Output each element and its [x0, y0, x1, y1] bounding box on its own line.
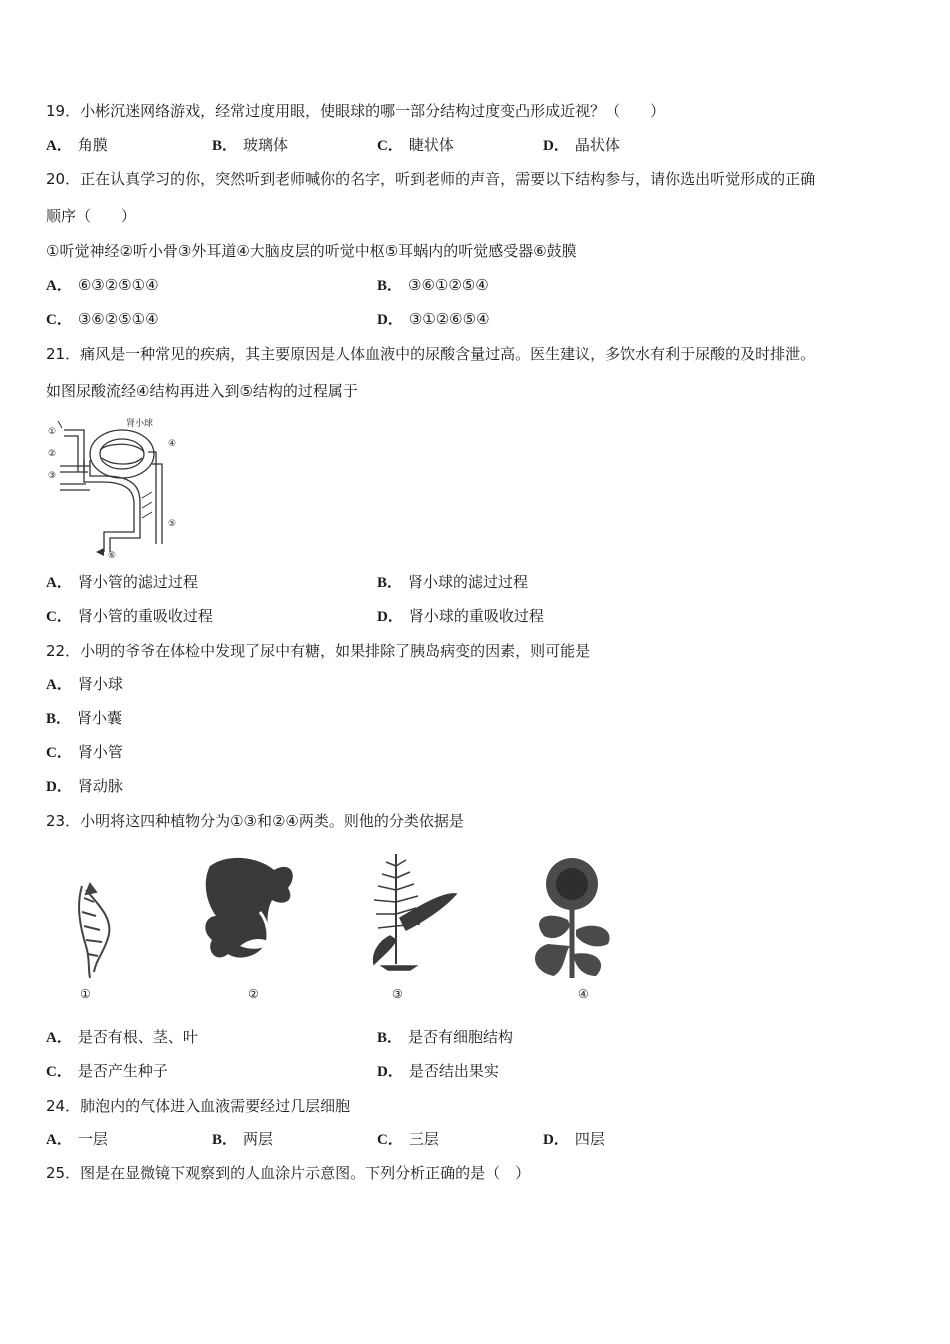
- q21-stem-line2: 如图尿酸流经④结构再进入到⑤结构的过程属于: [46, 382, 358, 400]
- q20-stem-line2: 顺序（ ）: [46, 207, 137, 225]
- q25-stem: 25．图是在显微镜下观察到的人血涂片示意图。下列分析正确的是（ ）: [46, 1164, 531, 1182]
- marker-3: ③: [48, 471, 57, 481]
- q21-option-d: D． 肾小球的重吸收过程: [377, 607, 544, 625]
- plant-1-label: ①: [80, 987, 91, 1001]
- q19-option-d: D． 晶状体: [543, 136, 620, 154]
- q20-option-b: B． ③⑥①②⑤④: [377, 276, 489, 294]
- q24-stem: 24．肺泡内的气体进入血液需要经过几层细胞: [46, 1097, 351, 1115]
- marker-1: ①: [48, 427, 57, 437]
- marker-2: ②: [48, 449, 57, 459]
- q19-option-c: C． 睫状体: [377, 136, 454, 154]
- q22-stem: 22．小明的爷爷在体检中发现了尿中有糖，如果排除了胰岛病变的因素，则可能是: [46, 642, 591, 660]
- q19-option-a: A． 角膜: [46, 136, 108, 154]
- plants-figure: [60, 846, 650, 1008]
- plant-2-image: [205, 858, 292, 958]
- q19-stem: 19．小彬沉迷网络游戏，经常过度用眼，使眼球的哪一部分结构过度变凸形成近视？（ ）: [46, 102, 666, 120]
- q22-option-a: A． 肾小球: [46, 675, 123, 693]
- q23-option-c: C． 是否产生种子: [46, 1062, 168, 1080]
- q20-items: ①听觉神经②听小骨③外耳道④大脑皮层的听觉中枢⑤耳蜗内的听觉感受器⑥鼓膜: [46, 242, 577, 260]
- q24-option-b: B． 两层: [212, 1130, 274, 1148]
- marker-5: ⑤: [168, 519, 177, 529]
- q21-option-c: C． 肾小管的重吸收过程: [46, 607, 213, 625]
- q23-option-a: A． 是否有根、茎、叶: [46, 1028, 198, 1046]
- q20-option-c: C． ③⑥②⑤①④: [46, 310, 159, 328]
- plant-4-image: [535, 858, 610, 978]
- q23-option-b: B． 是否有细胞结构: [377, 1028, 514, 1046]
- marker-6: ⑥: [108, 551, 117, 560]
- q23-stem: 23．小明将这四种植物分为①③和②④两类。则他的分类依据是: [46, 812, 464, 830]
- q21-option-a: A． 肾小管的滤过过程: [46, 573, 198, 591]
- q21-option-b: B． 肾小球的滤过过程: [377, 573, 529, 591]
- plant-1-image: [79, 884, 109, 978]
- q20-stem-line1: 20．正在认真学习的你，突然听到老师喊你的名字，听到老师的声音，需要以下结构参与，请你选出听觉形成的正确: [46, 170, 816, 188]
- plant-2-label: ②: [248, 987, 259, 1001]
- q22-option-c: C． 肾小管: [46, 743, 123, 761]
- q24-option-d: D． 四层: [543, 1130, 605, 1148]
- q24-option-c: C． 三层: [377, 1130, 439, 1148]
- plant-3-label: ③: [392, 987, 403, 1001]
- nephron-diagram: [44, 412, 188, 560]
- q22-option-b: B． 肾小囊: [46, 709, 123, 727]
- glomerulus-label: 肾小球: [126, 419, 154, 429]
- plant-3-image: [374, 854, 456, 970]
- q19-option-b: B． 玻璃体: [212, 136, 289, 154]
- plant-4-label: ④: [578, 987, 589, 1001]
- q24-option-a: A． 一层: [46, 1130, 108, 1148]
- q23-option-d: D． 是否结出果实: [377, 1062, 499, 1080]
- marker-4: ④: [168, 439, 177, 449]
- q20-option-a: A． ⑥③②⑤①④: [46, 276, 159, 294]
- q21-stem-line1: 21．痛风是一种常见的疾病，其主要原因是人体血液中的尿酸含量过高。医生建议，多饮水有利于尿酸的及时排泄。: [46, 345, 816, 363]
- q20-option-d: D． ③①②⑥⑤④: [377, 310, 490, 328]
- q22-option-d: D． 肾动脉: [46, 777, 123, 795]
